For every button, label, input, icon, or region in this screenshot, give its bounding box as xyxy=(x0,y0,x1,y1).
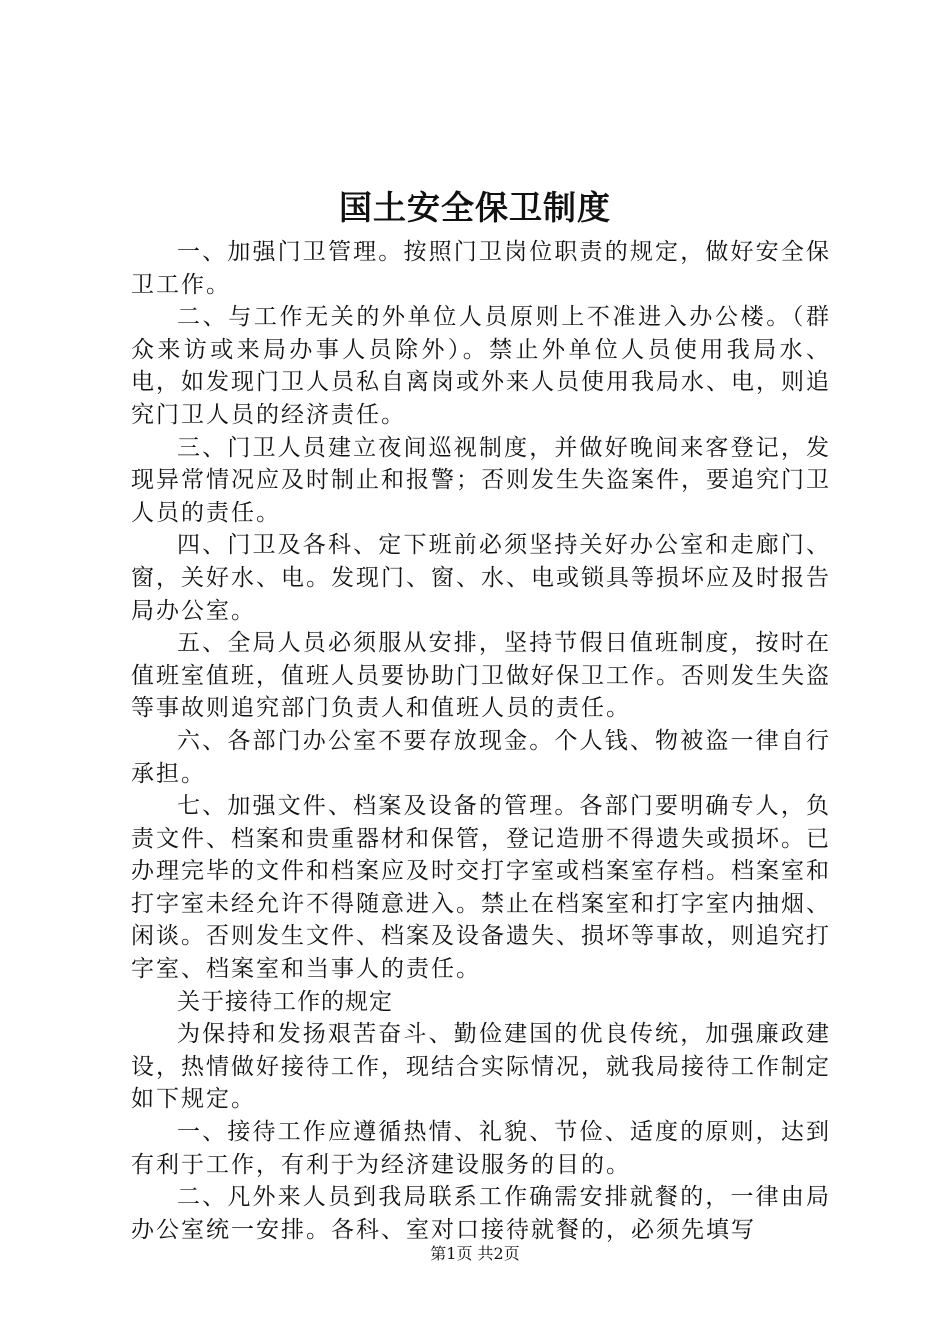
document-title: 国土安全保卫制度 xyxy=(339,188,611,227)
paragraph-3: 三、门卫人员建立夜间巡视制度，并做好晚间来客登记，发现异常情况应及时制止和报警；否则发生失盗案件，要追究门卫人员的责任。 xyxy=(131,434,831,526)
paragraph-9: 一、接待工作应遵循热情、礼貌、节俭、适度的原则，达到有利于工作，有利于为经济建设服务的目的。 xyxy=(131,1119,831,1178)
paragraph-2: 二、与工作无关的外单位人员原则上不准进入办公楼。（群众来访或来局办事人员除外）。禁止外单位人员使用我局水、电，如发现门卫人员私自离岗或外来人员使用我局水、电，则追究门卫人员的经济责任。 xyxy=(131,304,831,428)
paragraph-4: 四、门卫及各科、定下班前必须坚持关好办公室和走廊门、窗，关好水、电。发现门、窗、水、电或锁具等损坏应及时报告局办公室。 xyxy=(131,532,831,624)
paragraph-7: 七、加强文件、档案及设备的管理。各部门要明确专人，负责文件、档案和贵重器材和保管，登记造册不得遗失或损坏。已办理完毕的文件和档案应及时交打字室或档案室存档。档案室和打字室未经允许不得随意进入。禁止在档案室和打字室内抽烟、闲谈。否则发生文件、档案及设备遗失、损坏等事故，则追究打字室、档案室和当事人的责任。 xyxy=(131,793,831,983)
paragraph-6: 六、各部门办公室不要存放现金。个人钱、物被盗一律自行承担。 xyxy=(131,727,831,787)
paragraph-5: 五、全局人员必须服从安排，坚持节假日值班制度，按时在值班室值班，值班人员要协助门卫做好保卫工作。否则发生失盗等事故则追究部门负责人和值班人员的责任。 xyxy=(131,630,831,722)
paragraph-10: 二、凡外来人员到我局联系工作确需安排就餐的，一律由局办公室统一安排。各科、室对口接待就餐的，必须先填写 xyxy=(131,1184,831,1243)
paragraph-1: 一、加强门卫管理。按照门卫岗位职责的规定，做好安全保卫工作。 xyxy=(131,239,831,298)
section-heading: 关于接待工作的规定 xyxy=(177,988,393,1015)
paragraph-8: 为保持和发扬艰苦奋斗、勤俭建国的优良传统，加强廉政建设，热情做好接待工作，现结合实际情况，就我局接待工作制定如下规定。 xyxy=(131,1021,831,1113)
page-number-footer: 第1页 共2页 xyxy=(430,1244,520,1263)
document-body xyxy=(131,236,831,1246)
